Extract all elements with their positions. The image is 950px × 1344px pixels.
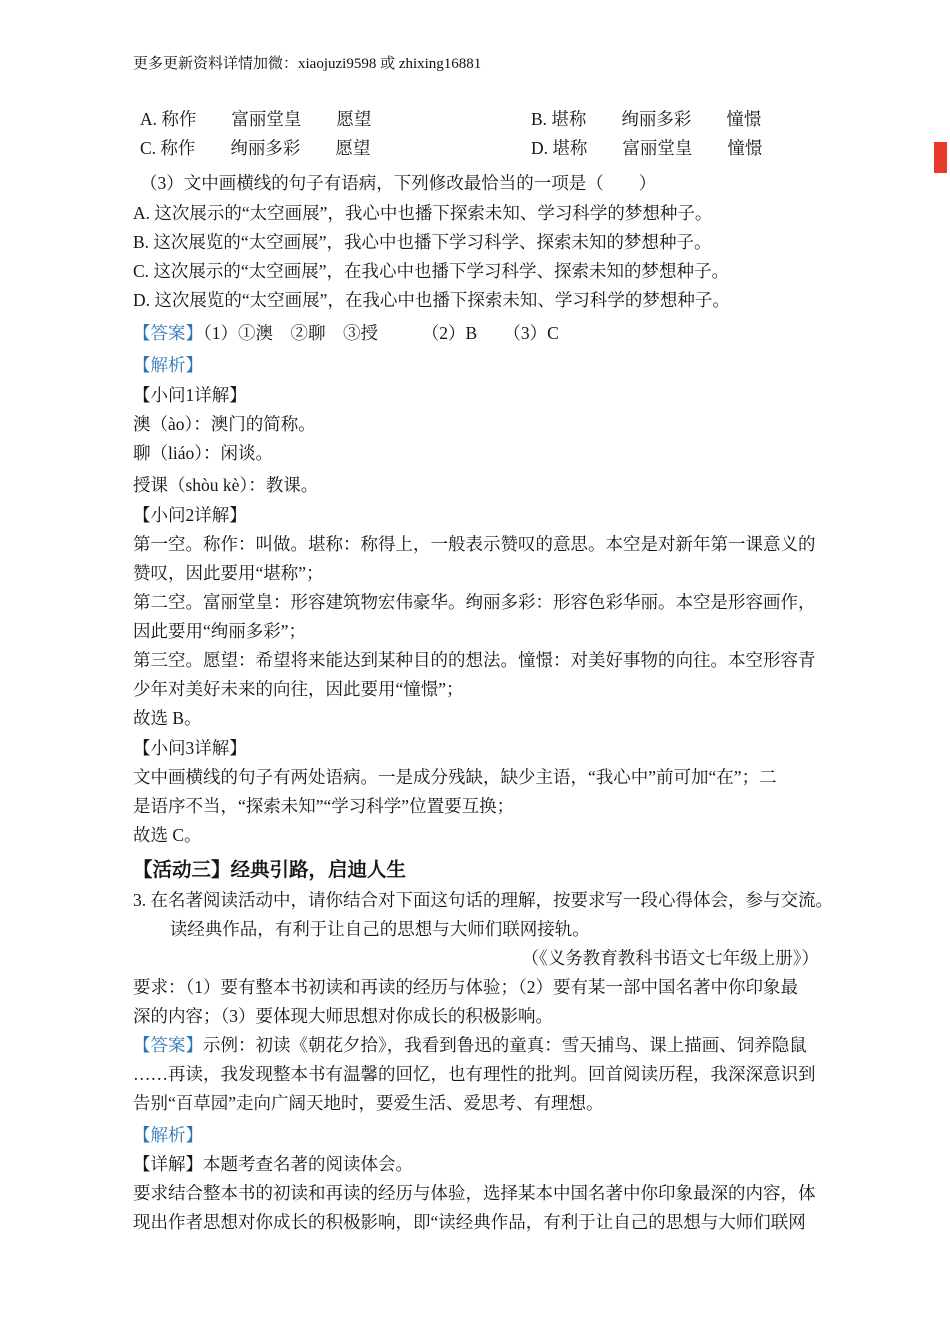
sub2-line: 少年对美好未来的向往，因此要用“憧憬”； (133, 679, 464, 699)
q3-intro: 3. 在名著阅读活动中，请你结合对下面这句话的理解，按要求写一段心得体会，参与交流。 (133, 890, 833, 910)
part3-choices (133, 199, 819, 315)
part3-question-stem: （3）文中画横线的句子有语病，下列修改最恰当的一项是（ ） (140, 173, 657, 193)
sub2-conclusion: 故选 B。 (133, 708, 202, 728)
q3-answer-line: 告别“百草园”走向广阔天地时，要爱生活、爱思考、有理想。 (133, 1093, 604, 1113)
analysis-marker: 【解析】 (133, 1125, 203, 1145)
analysis-marker: 【解析】 (133, 355, 203, 375)
sub1-line: 授课（shòu kè）：教课。 (133, 475, 319, 495)
option-b: B. 堪称 绚丽多彩 憧憬 (531, 109, 762, 129)
option-a: A. 称作 富丽堂皇 愿望 (140, 109, 372, 129)
word-options-row (133, 105, 819, 134)
q3-quote: 读经典作品，有利于让自己的思想与大师们联网接轨。 (169, 919, 590, 939)
sub1-header: 【小问1详解】 (133, 385, 247, 405)
q3-detail-header: 【详解】本题考查名著的阅读体会。 (133, 1154, 413, 1174)
q3-answer-text: 示例：初读《朝花夕拾》，我看到鲁迅的童真：雪天捕鸟、课上描画、饲养隐鼠 (203, 1035, 807, 1055)
answer-line (133, 319, 819, 348)
q3-detail-line: 现出作者思想对你成长的积极影响，即“读经典作品，有利于让自己的思想与大师们联网 (133, 1212, 806, 1232)
sub2-line: 第一空。称作：叫做。堪称：称得上，一般表示赞叹的意思。本空是对新年第一课意义的 (133, 534, 816, 554)
answer-marker: 【答案】 (133, 1035, 203, 1055)
sub1-line: 聊（liáo）：闲谈。 (133, 443, 273, 463)
q3-requirement-line: 要求：（1）要有整本书初读和再读的经历与体验；（2）要有某一部中国名著中你印象最 (133, 977, 798, 997)
choice-d: D. 这次展览的“太空画展”，在我心中也播下探索未知、学习科学的梦想种子。 (133, 290, 730, 310)
sub3-line: 是语序不当，“探索未知”“学习科学”位置要互换； (133, 796, 515, 816)
q3-answer-line (133, 1031, 819, 1060)
red-annotation-tab (934, 142, 947, 173)
option-c: C. 称作 绚丽多彩 愿望 (140, 138, 371, 158)
q3-analysis-line (133, 1121, 819, 1150)
sub2-line: 赞叹，因此要用“堪称”； (133, 563, 324, 583)
sub2-header: 【小问2详解】 (133, 505, 247, 525)
sub2-line: 因此要用“绚丽多彩”； (133, 621, 307, 641)
choice-c: C. 这次展示的“太空画展”，在我心中也播下学习科学、探索未知的梦想种子。 (133, 261, 729, 281)
q3-source: （《义务教育教科书语文七年级上册》） (521, 948, 819, 968)
sub2-line: 第三空。愿望：希望将来能达到某种目的的想法。憧憬：对美好事物的向往。本空形容青 (133, 650, 816, 670)
choice-b: B. 这次展览的“太空画展”，我心中也播下学习科学、探索未知的梦想种子。 (133, 232, 712, 252)
analysis-line (133, 351, 819, 380)
sub1-line: 澳（ào）：澳门的简称。 (133, 414, 316, 434)
answer-marker: 【答案】 (133, 323, 203, 343)
sub3-line: 文中画横线的句子有两处语病。一是成分残缺，缺少主语，“我心中”前可加“在”；二 (133, 767, 777, 787)
q3-answer-line: ……再读，我发现整本书有温馨的回忆，也有理性的批判。回首阅读历程，我深深意识到 (133, 1064, 816, 1084)
sub3-conclusion: 故选 C。 (133, 825, 202, 845)
answer-text: （1）①澳 ②聊 ③授 （2）B （3）C (203, 323, 559, 343)
q3-detail-line: 要求结合整本书的初读和再读的经历与体验，选择某本中国名著中你印象最深的内容，体 (133, 1183, 816, 1203)
sub2-line: 第二空。富丽堂皇：形容建筑物宏伟豪华。绚丽多彩：形容色彩华丽。本空是形容画作， (133, 592, 816, 612)
option-d: D. 堪称 富丽堂皇 憧憬 (531, 138, 763, 158)
sub3-header: 【小问3详解】 (133, 738, 247, 758)
header-contact-note: 更多更新资料详情加微：xiaojuzi9598 或 zhixing16881 (133, 56, 482, 72)
activity3-heading: 【活动三】经典引路，启迪人生 (133, 859, 407, 881)
q3-requirement-line: 深的内容；（3）要体现大师思想对你成长的积极影响。 (133, 1006, 553, 1026)
choice-a: A. 这次展示的“太空画展”，我心中也播下探索未知、学习科学的梦想种子。 (133, 203, 713, 223)
word-options-row (133, 134, 819, 163)
document-body (133, 105, 833, 1237)
